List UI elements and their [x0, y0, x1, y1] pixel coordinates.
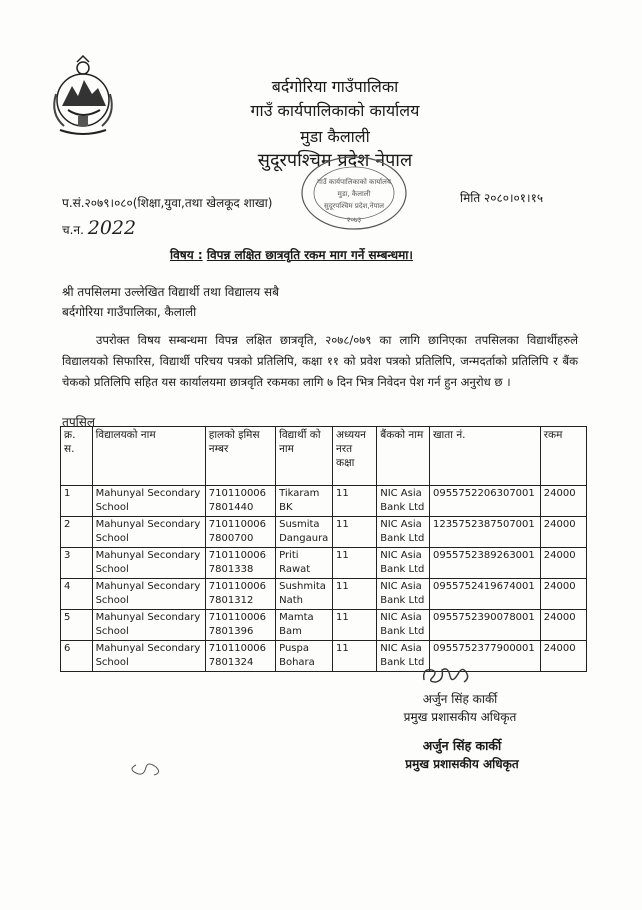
cell-emis: 710110006 7801396 [205, 610, 275, 641]
col-header-amount: रकम [540, 427, 586, 486]
subject-line [170, 246, 413, 263]
col-header-class: अध्ययन नरत कक्षा [333, 427, 377, 486]
cell-sn: 6 [61, 641, 93, 672]
cell-school: Mahunyal Secondary School [92, 579, 205, 610]
table-row [61, 548, 587, 579]
office-seal [298, 154, 410, 232]
col-header-account: खाता नं. [429, 427, 540, 486]
cell-account: 0955752377900001 [429, 641, 540, 672]
cell-account: 0955752419674001 [429, 579, 540, 610]
cell-bank: NIC Asia Bank Ltd [377, 517, 430, 548]
cell-emis: 710110006 7800700 [205, 517, 275, 548]
cell-student: Susmita Dangaura [276, 517, 333, 548]
subject-text: विपन्न लक्षित छात्रवृति रकम माग गर्ने सम्बन्धमा। [206, 248, 413, 262]
cell-student: Sushmita Nath [276, 579, 333, 610]
svg-text:मुडा, कैलाली: मुडा, कैलाली [337, 190, 371, 198]
svg-text:सुदूरपश्चिम प्रदेश,नेपाल: सुदूरपश्चिम प्रदेश,नेपाल [323, 202, 385, 210]
cell-account: 0955752390078001 [429, 610, 540, 641]
dispatch-number [62, 217, 136, 239]
cell-account: 1235752387507001 [429, 517, 540, 548]
signatory-name: अर्जुन सिंह कार्की [422, 692, 498, 706]
cell-student: Puspa Bohara [276, 641, 333, 672]
cell-school: Mahunyal Secondary School [92, 517, 205, 548]
table-row [61, 486, 587, 517]
cell-sn: 2 [61, 517, 93, 548]
cell-amount: 24000 [540, 641, 586, 672]
addressee-line-1: श्री तपसिलमा उल्लेखित विद्यार्थी तथा विद्यालय सबै [62, 285, 280, 299]
table-title: तपसिल [62, 415, 96, 429]
cell-student: Priti Rawat [276, 548, 333, 579]
pen-scribble-mark [126, 757, 166, 781]
col-header-emis: हालको इमिस नम्बर [205, 427, 275, 486]
cell-bank: NIC Asia Bank Ltd [377, 641, 430, 672]
table-row [61, 641, 587, 672]
cell-sn: 3 [61, 548, 93, 579]
office-location: मुडा कैलाली [300, 127, 370, 146]
cell-school: Mahunyal Secondary School [92, 548, 205, 579]
cell-sn: 4 [61, 579, 93, 610]
cell-bank: NIC Asia Bank Ltd [377, 610, 430, 641]
col-header-school: विद्यालयको नाम [92, 427, 205, 486]
cell-sn: 1 [61, 486, 93, 517]
cell-amount: 24000 [540, 548, 586, 579]
col-header-student: विद्यार्थी को नाम [276, 427, 333, 486]
cell-amount: 24000 [540, 517, 586, 548]
svg-text:२०७३: २०७३ [346, 216, 362, 224]
cell-amount: 24000 [540, 610, 586, 641]
table-row [61, 517, 587, 548]
cell-emis: 710110006 7801324 [205, 641, 275, 672]
scholarship-table [60, 426, 587, 672]
cell-emis: 710110006 7801312 [205, 579, 275, 610]
cell-class: 11 [333, 486, 377, 517]
cell-class: 11 [333, 579, 377, 610]
cell-class: 11 [333, 517, 377, 548]
cell-bank: NIC Asia Bank Ltd [377, 548, 430, 579]
stamp-designation: प्रमुख प्रशासकीय अधिकृत [405, 757, 519, 771]
province-name: सुदूरपश्चिम प्रदेश नेपाल [257, 150, 413, 171]
cell-class: 11 [333, 641, 377, 672]
cell-school: Mahunyal Secondary School [92, 486, 205, 517]
stamp-name: अर्जुन सिंह कार्की [422, 738, 502, 753]
cell-school: Mahunyal Secondary School [92, 641, 205, 672]
letter-date: मिति २०८०।०१।१५ [460, 191, 544, 205]
cell-class: 11 [333, 610, 377, 641]
office-name: बर्दगोरिया गाउँपालिका [271, 77, 399, 96]
cell-emis: 710110006 7801338 [205, 548, 275, 579]
cell-bank: NIC Asia Bank Ltd [377, 486, 430, 517]
signatory-designation: प्रमुख प्रशासकीय अधिकृत [403, 710, 517, 724]
cell-emis: 710110006 7801440 [205, 486, 275, 517]
cell-amount: 24000 [540, 486, 586, 517]
cell-account: 0955752389263001 [429, 548, 540, 579]
cell-class: 11 [333, 548, 377, 579]
cell-sn: 5 [61, 610, 93, 641]
table-header-row [61, 427, 587, 486]
handwritten-signature [420, 662, 472, 688]
subject-label: विषय : [170, 248, 203, 262]
cell-school: Mahunyal Secondary School [92, 610, 205, 641]
svg-text:गाउँ कार्यपालिकाको कार्यालय: गाउँ कार्यपालिकाको कार्यालय [317, 178, 391, 186]
col-header-bank: बैंकको नाम [377, 427, 430, 486]
reference-number: प.सं.२०७९।०८०(शिक्षा,युवा,तथा खेलकूद शाखा) [62, 196, 273, 210]
nepal-emblem-icon [48, 54, 118, 136]
cell-amount: 24000 [540, 579, 586, 610]
dispatch-value: 2022 [87, 217, 137, 239]
cell-student: Tikaram BK [276, 486, 333, 517]
table-row [61, 610, 587, 641]
cell-student: Mamta Bam [276, 610, 333, 641]
cell-account: 0955752206307001 [429, 486, 540, 517]
letter-body: उपरोक्त विषय सम्बन्धमा विपन्न लक्षित छात्रवृति, २०७८/०७९ का लागि छानिएका तपसिलका विद्यार्थीहरुले विद्यालयको सिफारिस, विद्यार्थी परिचय पत्रको प्रतिलिपि, कक्षा ११ को प्रवेश पत्रको प्रतिलिपि, जन्मदर्ताको प्रतिलिपि र बैंक चेकको प्रतिलिपि सहित यस कार्यालयमा छात्रवृति रकमका लागि ७ दिन भित्र निवेदन पेश गर्न हुन अनुरोध छ । [62, 333, 578, 389]
office-subtitle: गाउँ कार्यपालिकाको कार्यालय [250, 101, 420, 120]
col-header-sn: क्र. स. [61, 427, 93, 486]
cell-bank: NIC Asia Bank Ltd [377, 579, 430, 610]
dispatch-label: च.न. [62, 223, 84, 237]
addressee-line-2: बर्दगोरिया गाउँपालिका, कैलाली [62, 305, 197, 319]
table-row [61, 579, 587, 610]
